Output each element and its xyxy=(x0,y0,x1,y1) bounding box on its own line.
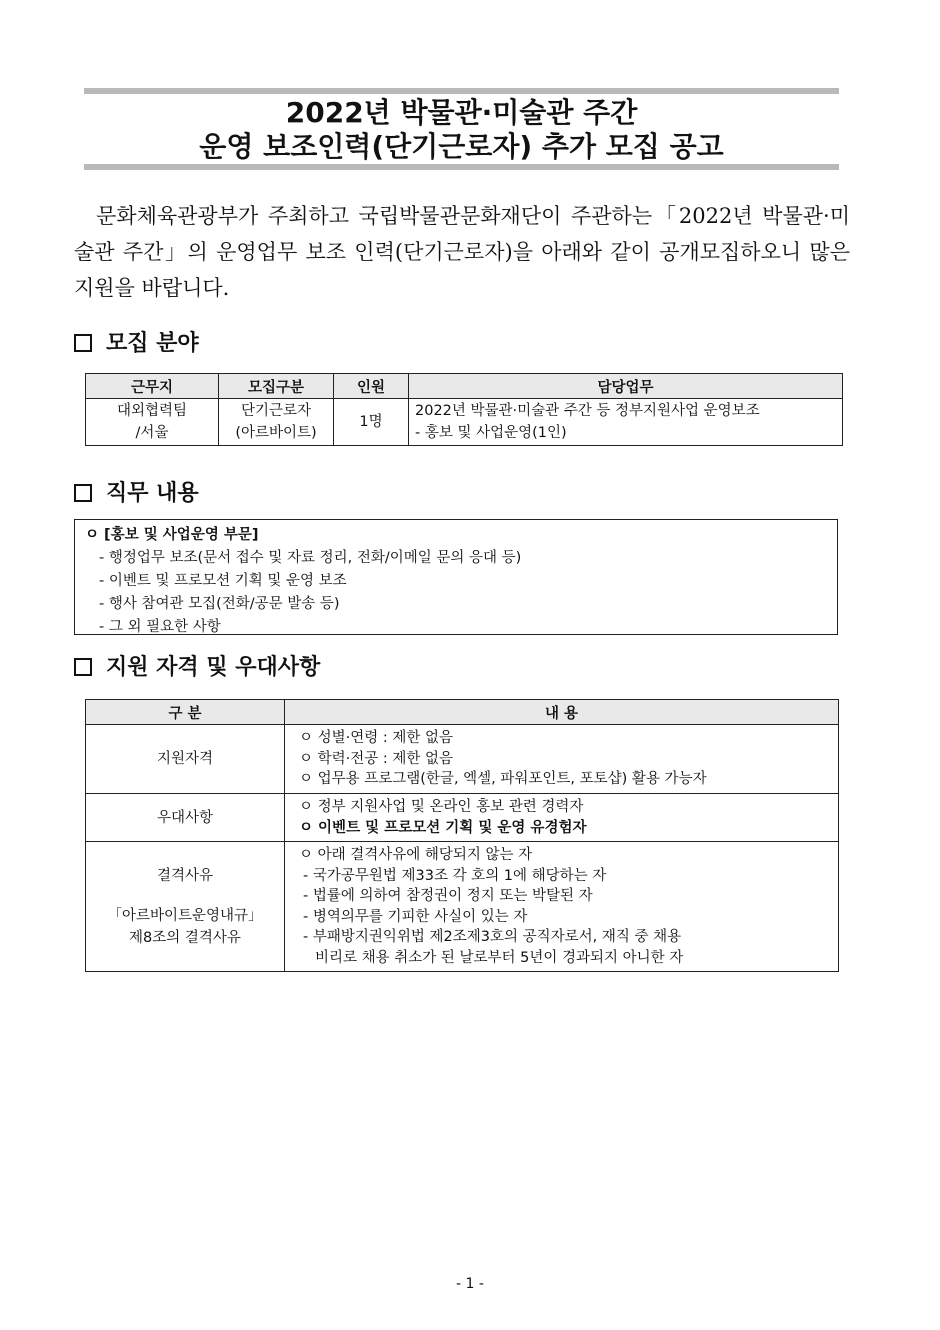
section-duty-label: 직무 내용 xyxy=(106,481,199,506)
duty-box xyxy=(74,519,838,635)
list-item: - 법률에 의하여 참정권이 정지 또는 박탈된 자 xyxy=(303,888,593,904)
header-category: 구 분 xyxy=(86,700,285,725)
disqualification-rule: 「아르바이트운영내규」 xyxy=(107,907,263,924)
type-line-2: (아르바이트) xyxy=(235,425,317,441)
duty-head: ㅇ [홍보 및 사업운영 부문] xyxy=(85,527,259,543)
cell-location xyxy=(86,399,219,446)
cell-count: 1명 xyxy=(334,399,409,446)
section-duty-heading xyxy=(74,480,199,508)
task-line-2: - 홍보 및 사업운영(1인) xyxy=(415,425,567,441)
page-title xyxy=(84,96,839,164)
section-recruit-label: 모집 분야 xyxy=(106,331,199,356)
section-qualification-label: 지원 자격 및 우대사항 xyxy=(106,655,321,680)
qualification-table xyxy=(85,699,839,972)
recruit-table-header xyxy=(86,374,843,399)
header-location: 근무지 xyxy=(86,374,219,399)
header-task: 담당업무 xyxy=(409,374,843,399)
checkbox-square-icon xyxy=(74,658,92,676)
list-item: 비리로 채용 취소가 된 날로부터 5년이 경과되지 아니한 자 xyxy=(315,949,684,966)
disqualification-article: 제8조의 결격사유 xyxy=(129,929,241,946)
intro-paragraph: 문화체육관광부가 주최하고 국립박물관문화재단이 주관하는「2022년 박물관·미술관 주간」의 운영업무 보조 인력(단기근로자)을 아래와 같이 공개모집하오니 많은 지원을 바랍니다. xyxy=(74,204,850,300)
title-rule-bottom xyxy=(84,164,839,170)
section-recruit-heading xyxy=(74,330,199,358)
table-row xyxy=(86,794,839,842)
section-qualification-heading xyxy=(74,654,320,682)
header-count: 인원 xyxy=(334,374,409,399)
list-item: - 행사 참여관 모집(전화/공문 발송 등) xyxy=(99,596,340,612)
cell-eligibility-content xyxy=(285,725,839,794)
checkbox-square-icon xyxy=(74,334,92,352)
location-line-2: /서울 xyxy=(135,425,169,441)
table-row xyxy=(86,842,839,972)
list-item: ㅇ 성별·연령 : 제한 없음 xyxy=(299,730,453,747)
list-item: - 이벤트 및 프로모션 기획 및 운영 보조 xyxy=(99,573,347,589)
recruit-table xyxy=(85,373,843,446)
list-item: ㅇ 이벤트 및 프로모션 기획 및 운영 유경험자 xyxy=(299,819,587,836)
cell-preference-category: 우대사항 xyxy=(86,794,285,842)
header-content: 내 용 xyxy=(285,700,839,725)
table-row xyxy=(86,399,843,446)
title-line-2: 운영 보조인력(단기근로자) 추가 모집 공고 xyxy=(199,130,724,163)
checkbox-square-icon xyxy=(74,484,92,502)
cell-eligibility-category: 지원자격 xyxy=(86,725,285,794)
cell-type xyxy=(219,399,334,446)
table-row xyxy=(86,725,839,794)
page-number: - 1 - xyxy=(456,1276,484,1292)
cell-task xyxy=(409,399,843,446)
cell-disqualification-category xyxy=(86,842,285,972)
type-line-1: 단기근로자 xyxy=(240,403,312,419)
title-line-1: 2022년 박물관·미술관 주간 xyxy=(285,96,638,129)
list-item: - 그 외 필요한 사항 xyxy=(99,619,221,635)
list-item: - 행정업무 보조(문서 접수 및 자료 정리, 전화/이메일 문의 응대 등) xyxy=(99,550,522,566)
list-item: ㅇ 학력·전공 : 제한 없음 xyxy=(299,750,453,767)
cell-disqualification-content xyxy=(285,842,839,972)
qualification-table-header xyxy=(86,700,839,725)
disqualification-title: 결격사유 xyxy=(156,867,214,884)
list-item: ㅇ 아래 결격사유에 해당되지 않는 자 xyxy=(299,847,533,863)
list-item: - 병역의무를 기피한 사실이 있는 자 xyxy=(303,908,528,925)
list-item: - 부패방지권익위법 제2조제3호의 공직자로서, 재직 중 채용 xyxy=(303,929,682,945)
list-item: ㅇ 정부 지원사업 및 온라인 홍보 관련 경력자 xyxy=(299,799,584,815)
list-item: ㅇ 업무용 프로그램(한글, 엑셀, 파워포인트, 포토샵) 활용 가능자 xyxy=(299,771,707,788)
list-item: - 국가공무원법 제33조 각 호의 1에 해당하는 자 xyxy=(303,867,607,884)
title-rule-top xyxy=(84,88,839,94)
task-line-1: 2022년 박물관·미술관 주간 등 정부지원사업 운영보조 xyxy=(415,403,760,419)
cell-preference-content xyxy=(285,794,839,842)
header-type: 모집구분 xyxy=(219,374,334,399)
location-line-1: 대외협력팀 xyxy=(116,403,188,419)
